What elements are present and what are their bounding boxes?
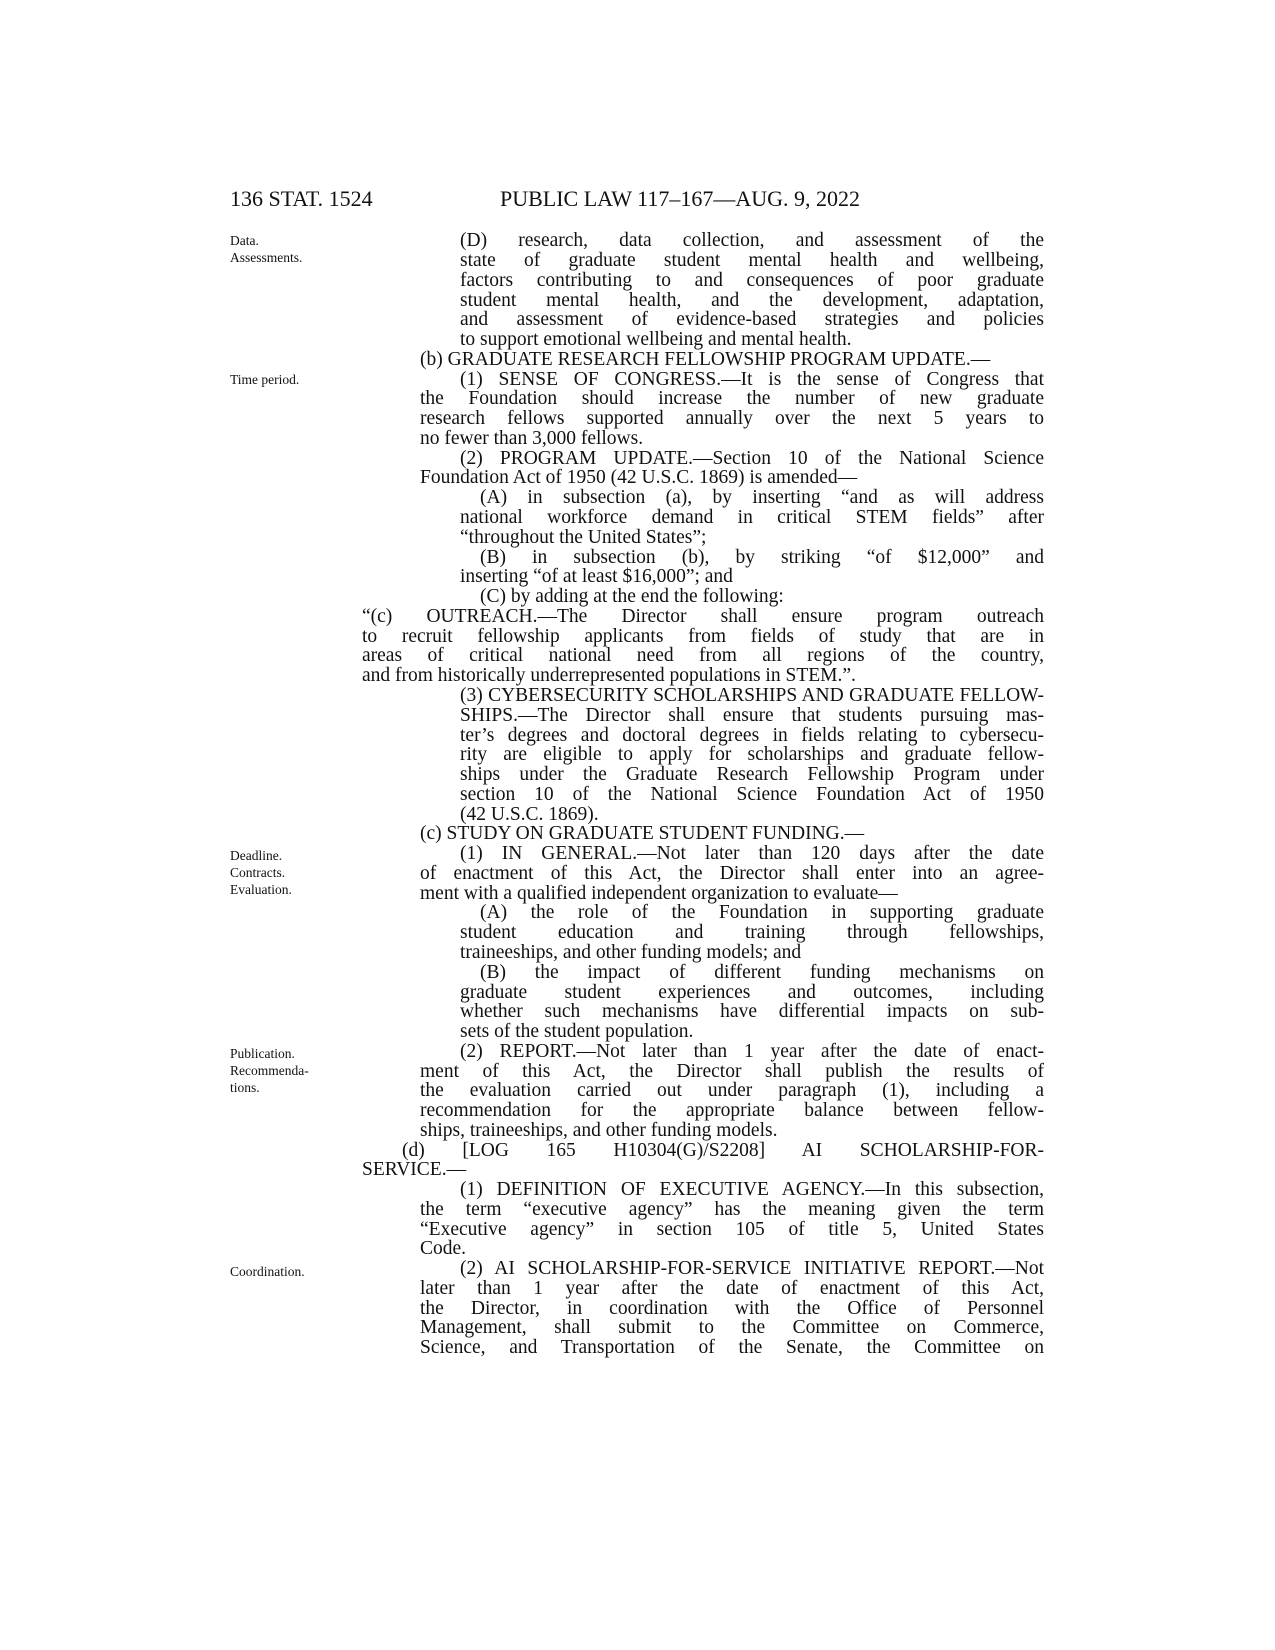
- text-line: factors contributing to and consequences of poor graduate: [460, 270, 1044, 291]
- text-line: sets of the student population.: [460, 1021, 694, 1042]
- text-line: areas of critical national need from all regions of the country,: [362, 645, 1044, 666]
- margin-note-time-period: Time period.: [230, 372, 300, 387]
- text-line: SERVICE.—: [362, 1159, 467, 1180]
- text-line: and assessment of evidence-based strategies and policies: [460, 309, 1044, 330]
- text-line: Foundation Act of 1950 (42 U.S.C. 1869) is amended—: [420, 467, 858, 488]
- text-line: ment of this Act, the Director shall publish the results of: [420, 1061, 1044, 1082]
- text-line: ment with a qualified independent organization to evaluate—: [420, 883, 898, 904]
- text-line: (B) in subsection (b), by striking “of $12,000” and: [480, 547, 1044, 568]
- text-line: student mental health, and the development, adaptation,: [460, 290, 1044, 311]
- public-law-title: PUBLIC LAW 117–167—AUG. 9, 2022: [500, 186, 861, 211]
- text-line: student education and training through fellowships,: [460, 922, 1044, 943]
- margin-note-deadline: Deadline. Contracts. Evaluation.: [230, 848, 292, 897]
- text-line: (2) REPORT.—Not later than 1 year after the date of enact-: [460, 1041, 1044, 1062]
- text-line: and from historically underrepresented populations in STEM.”.: [362, 665, 856, 686]
- text-line: ships, traineeships, and other funding models.: [420, 1120, 778, 1141]
- text-line: national workforce demand in critical STEM fields” after: [460, 507, 1044, 528]
- text-line: the evaluation carried out under paragraph (1), including a: [420, 1080, 1044, 1101]
- text-line: (C) by adding at the end the following:: [480, 586, 784, 607]
- text-line: traineeships, and other funding models; and: [460, 942, 802, 963]
- statute-page-number: 136 STAT. 1524: [230, 186, 373, 211]
- text-line: (1) SENSE OF CONGRESS.—It is the sense of Congress that: [460, 369, 1044, 390]
- subsection-heading-d: (d) [LOG 165 H10304(G)/S2208] AI SCHOLARSHIP-FOR-: [402, 1140, 1044, 1161]
- text-line: ships under the Graduate Research Fellowship Program under: [460, 764, 1044, 785]
- margin-note-publication: Publication. Recommenda- tions.: [230, 1046, 309, 1095]
- text-line: the Director, in coordination with the Office of Personnel: [420, 1298, 1044, 1319]
- text-line: (1) DEFINITION OF EXECUTIVE AGENCY.—In this subsection,: [460, 1179, 1044, 1200]
- text-line: Management, shall submit to the Committee on Commerce,: [420, 1317, 1044, 1338]
- text-line: whether such mechanisms have differential impacts on sub-: [460, 1001, 1044, 1022]
- text-line: state of graduate student mental health and wellbeing,: [460, 250, 1044, 271]
- text-line: (2) PROGRAM UPDATE.—Section 10 of the National Science: [460, 448, 1044, 469]
- text-line: section 10 of the National Science Foundation Act of 1950: [460, 784, 1044, 805]
- text-line: (1) IN GENERAL.—Not later than 120 days after the date: [460, 843, 1044, 864]
- text-line: no fewer than 3,000 fellows.: [420, 428, 644, 449]
- text-line: (42 U.S.C. 1869).: [460, 804, 599, 825]
- text-line: (A) in subsection (a), by inserting “and as will address: [480, 487, 1044, 508]
- text-line: (D) research, data collection, and assessment of the: [460, 230, 1044, 251]
- subsection-heading-c: (c) STUDY ON GRADUATE STUDENT FUNDING.—: [420, 823, 865, 844]
- text-line: Code.: [420, 1238, 467, 1259]
- margin-note-coordination: Coordination.: [230, 1264, 305, 1279]
- text-line: “(c) OUTREACH.—The Director shall ensure program outreach: [362, 606, 1044, 627]
- margin-note-data-assessments: Data. Assessments.: [230, 233, 303, 265]
- text-line: of enactment of this Act, the Director shall enter into an agree-: [420, 863, 1044, 884]
- text-line: the term “executive agency” has the meaning given the term: [420, 1199, 1044, 1220]
- text-line: research fellows supported annually over the next 5 years to: [420, 408, 1044, 429]
- text-line: Science, and Transportation of the Senate, the Committee on: [420, 1337, 1044, 1358]
- text-line: “throughout the United States”;: [460, 527, 707, 548]
- text-line: (2) AI SCHOLARSHIP-FOR-SERVICE INITIATIVE REPORT.—Not: [460, 1258, 1044, 1279]
- text-line: to support emotional wellbeing and mental health.: [460, 329, 852, 350]
- text-line: (A) the role of the Foundation in supporting graduate: [480, 902, 1044, 923]
- text-line: SHIPS.—The Director shall ensure that students pursuing mas-: [460, 705, 1044, 726]
- text-line: graduate student experiences and outcomes, including: [460, 982, 1044, 1003]
- text-line: rity are eligible to apply for scholarships and graduate fellow-: [460, 744, 1044, 765]
- text-line: recommendation for the appropriate balance between fellow-: [420, 1100, 1044, 1121]
- text-line: “Executive agency” in section 105 of title 5, United States: [420, 1219, 1044, 1240]
- text-line: (B) the impact of different funding mechanisms on: [480, 962, 1044, 983]
- text-line: later than 1 year after the date of enactment of this Act,: [420, 1278, 1044, 1299]
- text-line: to recruit fellowship applicants from fields of study that are in: [362, 626, 1044, 647]
- text-line: ter’s degrees and doctoral degrees in fields relating to cybersecu-: [460, 725, 1044, 746]
- text-line: inserting “of at least $16,000”; and: [460, 566, 733, 587]
- text-line: the Foundation should increase the number of new graduate: [420, 388, 1044, 409]
- text-line: (3) CYBERSECURITY SCHOLARSHIPS AND GRADUATE FELLOW-: [460, 685, 1044, 706]
- subsection-heading-b: (b) GRADUATE RESEARCH FELLOWSHIP PROGRAM UPDATE.—: [420, 349, 991, 370]
